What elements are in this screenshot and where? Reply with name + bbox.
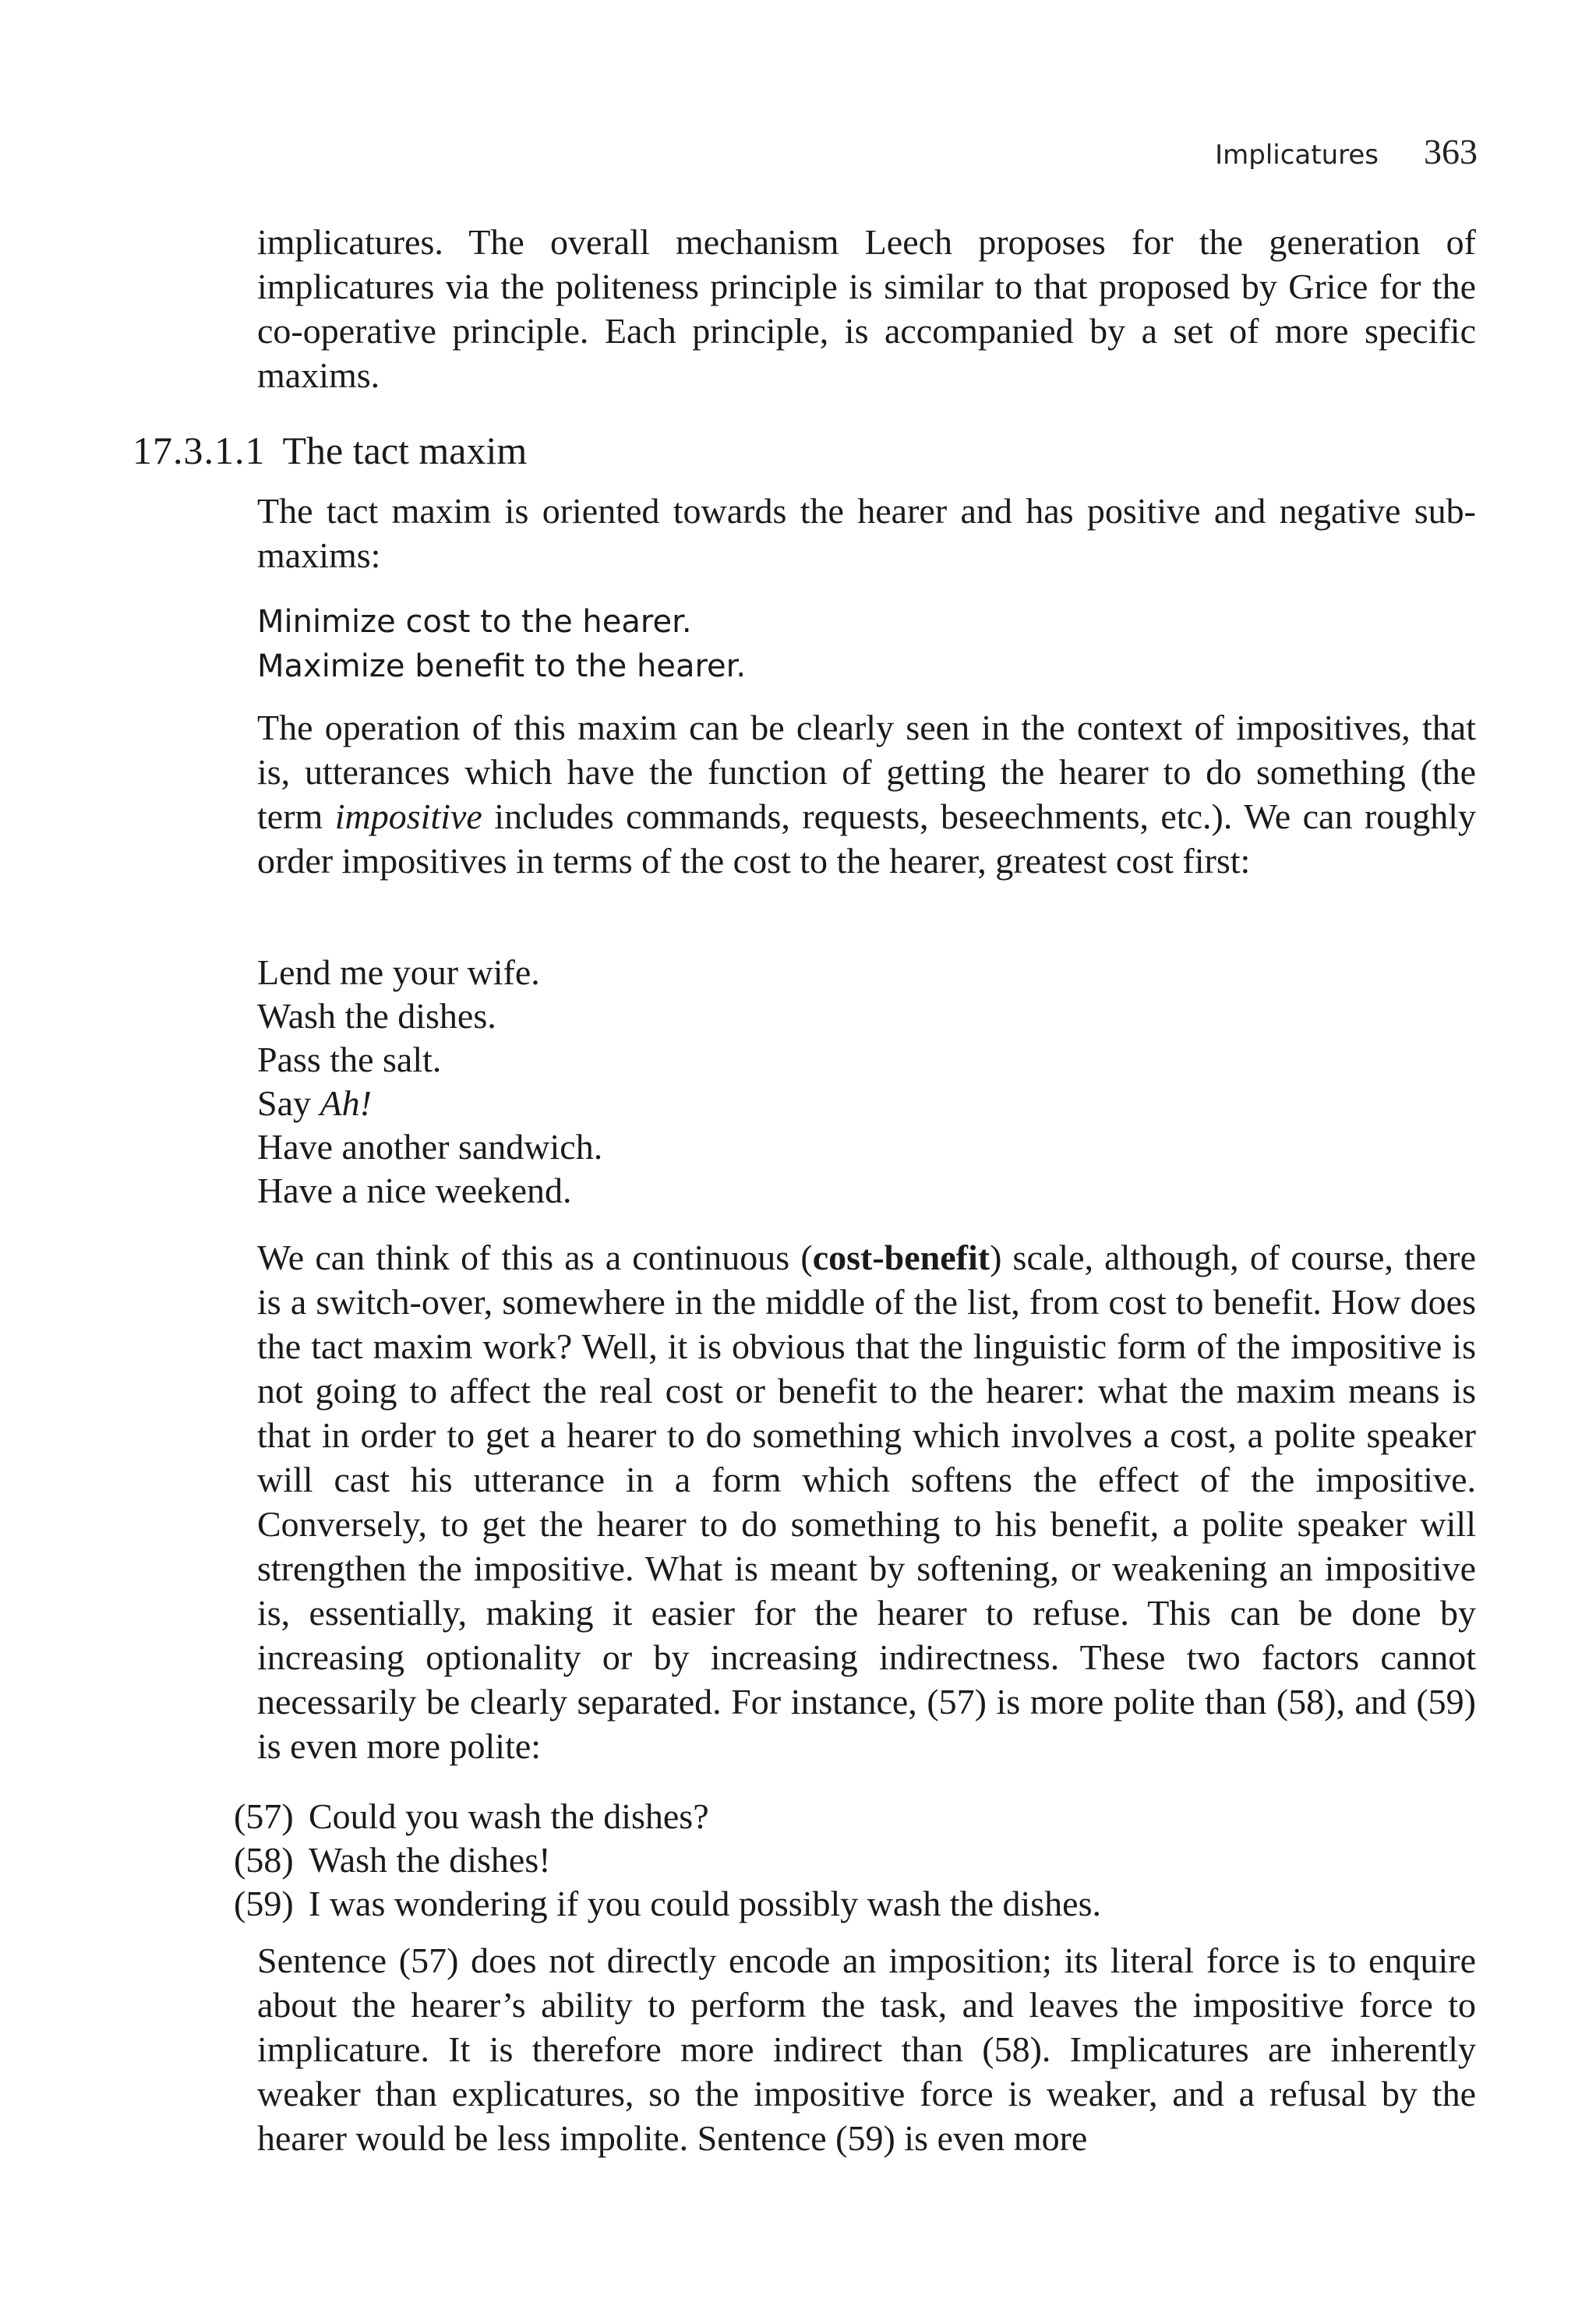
list-item: Pass the salt. bbox=[257, 1040, 442, 1079]
example-text: I was wondering if you could possibly wash the dishes. bbox=[309, 1884, 1101, 1923]
impositive-list bbox=[257, 951, 602, 1213]
text-span: includes commands, requests, beseechments, etc.). We can roughly order impositives in terms of the cost to the hearer, greatest cost first: bbox=[257, 796, 1476, 881]
example-item bbox=[234, 1838, 1101, 1882]
list-item bbox=[257, 1082, 602, 1125]
italic-term: Ah! bbox=[320, 1083, 372, 1123]
list-item: Wash the dishes. bbox=[257, 996, 496, 1036]
intro-paragraph: implicatures. The overall mechanism Leech proposes for the generation of implicatures via the politeness principle is similar to that proposed by Grice for the co-operative principle. Each principle, is accompanied by a set of more specific maxims. bbox=[257, 222, 1476, 395]
chapter-title: Implicatures bbox=[1215, 139, 1379, 171]
list-item: Have a nice weekend. bbox=[257, 1171, 572, 1210]
paragraph-impositives bbox=[257, 705, 1476, 883]
example-number: (58) bbox=[234, 1840, 294, 1880]
example-item bbox=[234, 1795, 1101, 1838]
page-number: 363 bbox=[1424, 132, 1478, 171]
italic-term: impositive bbox=[334, 796, 482, 836]
text-span: Say bbox=[257, 1083, 320, 1123]
example-item bbox=[234, 1882, 1101, 1926]
submaxim-item: Maximize benefit to the hearer. bbox=[257, 648, 747, 684]
submaxim-list bbox=[257, 600, 746, 689]
list-item: Have another sandwich. bbox=[257, 1127, 603, 1167]
example-list bbox=[234, 1795, 1101, 1926]
example-number: (57) bbox=[234, 1796, 294, 1836]
text-span: The operation of this maxim can be clearly seen in the context of impositives, that is, utterances which have the function of getting the hearer to do something (the term bbox=[257, 708, 1476, 836]
text-span: ) scale, although, of course, there is a switch-over, somewhere in the middle of the list, from cost to benefit. How does the tact maxim work? Well, it is obvious that the linguistic form of the impositive is not going to affect the real cost or benefit to the hearer: what the maxim means is that in order to get a hearer to do something which involves a cost, a polite speaker will cast his utterance in a form which softens the effect of the impositive. Conversely, to get the hearer to do something to his benefit, a polite speaker will strengthen the impositive. What is meant by softening, or weakening an impositive is, essentially, making it easier for the hearer to refuse. This can be done by increasing optionality or by increasing indirectness. These two factors cannot necessarily be clearly separated. For instance, (57) is more polite than (58), and (59) is even more polite: bbox=[257, 1238, 1476, 1766]
paragraph-tact-maxim: The tact maxim is oriented towards the hearer and has positive and negative sub-maxims: bbox=[257, 491, 1476, 575]
list-item: Lend me your wife. bbox=[257, 952, 540, 992]
section-number: 17.3.1.1 bbox=[132, 429, 266, 472]
paragraph-sentence-57: Sentence (57) does not directly encode an imposition; its literal force is to enquire about the hearer’s ability to perform the task, and leaves the impositive force to implicature. It is therefore more indirect than (58). Implicatures are inherently weaker than explicatures, so the impositive force is weaker, and a refusal by the hearer would be less impolite. Sentence (59) is even more bbox=[257, 1941, 1476, 2158]
section-heading bbox=[132, 427, 527, 474]
bold-term: cost-benefit bbox=[812, 1238, 990, 1277]
text-span: We can think of this as a continuous ( bbox=[257, 1238, 813, 1277]
example-text: Could you wash the dishes? bbox=[309, 1796, 709, 1836]
running-head bbox=[1215, 131, 1478, 172]
example-number: (59) bbox=[234, 1884, 294, 1923]
section-title: The tact maxim bbox=[282, 429, 528, 472]
submaxim-item: Minimize cost to the hearer. bbox=[257, 604, 692, 640]
example-text: Wash the dishes! bbox=[309, 1840, 551, 1880]
paragraph-cost-benefit bbox=[257, 1235, 1476, 1768]
